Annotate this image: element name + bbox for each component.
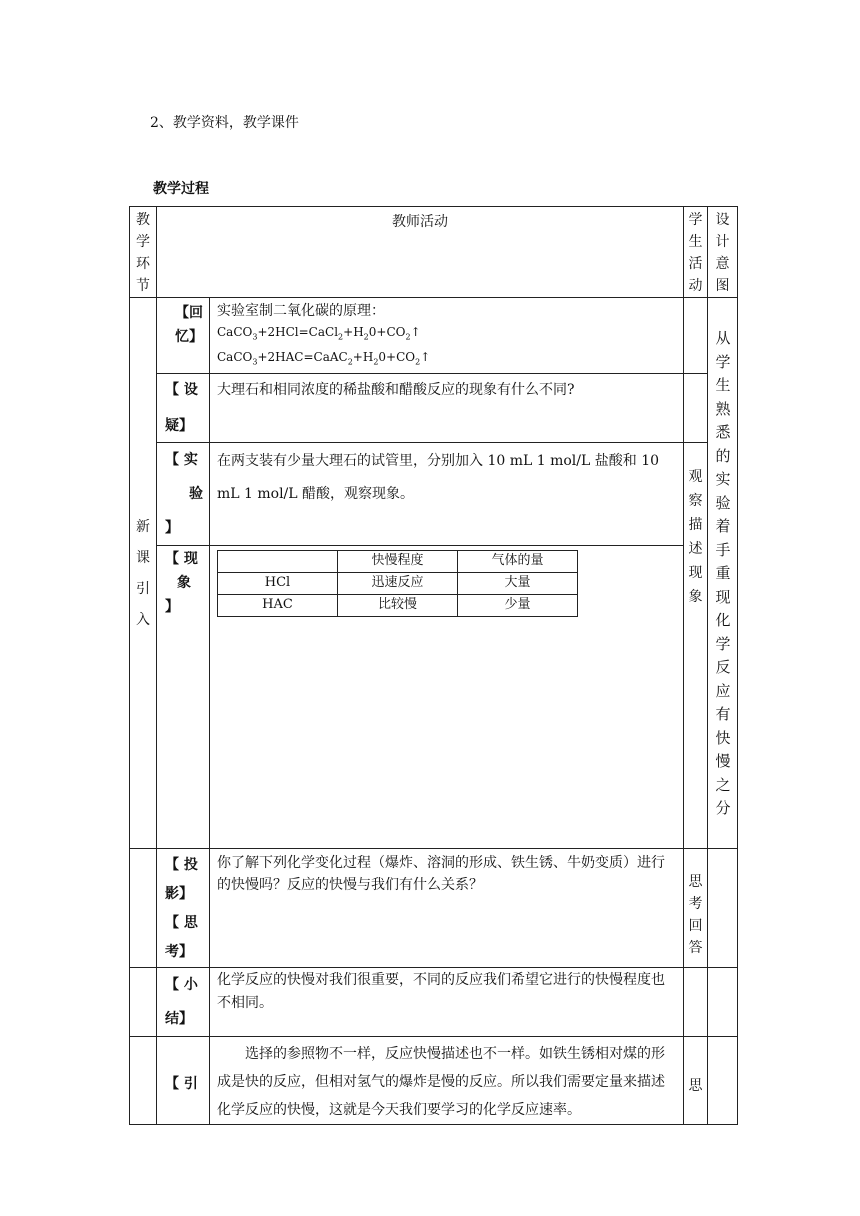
projection-text: 你了解下列化学变化过程（爆炸、溶洞的形成、铁生锈、牛奶变质）进行的快慢吗？反应的快慢与我们有什么关系？ (217, 854, 665, 893)
recall-text: 实验室制二氧化碳的原理： (217, 303, 385, 319)
label-phenomenon: 【 现 象 】 (165, 550, 198, 615)
label-projection: 【 投 影】 【 思 考】 (165, 856, 198, 960)
phenomenon-table (217, 550, 578, 617)
table-row: HAC 比较慢 少量 (218, 594, 578, 616)
row-lead (130, 1036, 738, 1124)
stage-intro: 新课引入 (136, 518, 150, 628)
table-header-row (130, 207, 738, 298)
row-phenomenon (130, 545, 738, 848)
formula-hcl: $CaCO_3+2HCl=CaCl_2+H_20+CO_2↑$ (217, 325, 421, 342)
formula-hac: $CaCO_3+2HAC=CaAC_2+H_20+CO_2↑$ (217, 350, 431, 367)
header-student: 学生活动 (688, 212, 703, 294)
row-recall (130, 298, 738, 374)
lead-text: 选择的参照物不一样，反应快慢描述也不一样。如铁生锈相对煤的形成是快的反应，但相对氢气的爆炸是慢的反应。所以我们需要定量来描述化学反应的快慢，这就是今天我们要学习的化学反应速率。 (217, 1045, 665, 1118)
experiment-text: 在两支装有少量大理石的试管里，分别加入 10 mL 1 mol/L 盐酸和 10 mL 1 mol/L 醋酸，观察现象。 (217, 452, 660, 502)
row-question (130, 373, 738, 442)
student-last: 思 (688, 1077, 703, 1094)
table-row: HCl 迅速反应 大量 (218, 572, 578, 594)
teaching-process-table (129, 206, 738, 1125)
header-design: 设计意图 (715, 212, 730, 294)
row-summary (130, 967, 738, 1036)
label-summary: 【 小 结】 (165, 976, 198, 1027)
label-lead: 【 引 (165, 1075, 198, 1092)
label-question: 【 设 疑】 (165, 381, 198, 434)
row-projection (130, 848, 738, 967)
header-stage: 教学环节 (136, 212, 150, 294)
question-text: 大理石和相同浓度的稀盐酸和醋酸反应的现象有什么不同? (217, 381, 575, 398)
row-experiment (130, 442, 738, 545)
header-teacher: 教师活动 (392, 214, 448, 230)
process-heading: 教学过程 (153, 181, 209, 197)
label-experiment: 【 实 验 】 (165, 451, 203, 536)
table-row: 快慢程度 气体的量 (218, 550, 578, 572)
label-recall: 【回 忆】 (175, 305, 203, 345)
student-think: 思考回答 (688, 873, 703, 956)
summary-text: 化学反应的快慢对我们很重要，不同的反应我们希望它进行的快慢程度也不相同。 (217, 971, 665, 1011)
design-intro: 从学生熟悉的实验着手重现化学反应有快慢之分 (715, 329, 731, 818)
resources-line: 2、教学资料，教学课件 (150, 115, 299, 131)
student-observe: 观察描述现象 (688, 468, 703, 605)
